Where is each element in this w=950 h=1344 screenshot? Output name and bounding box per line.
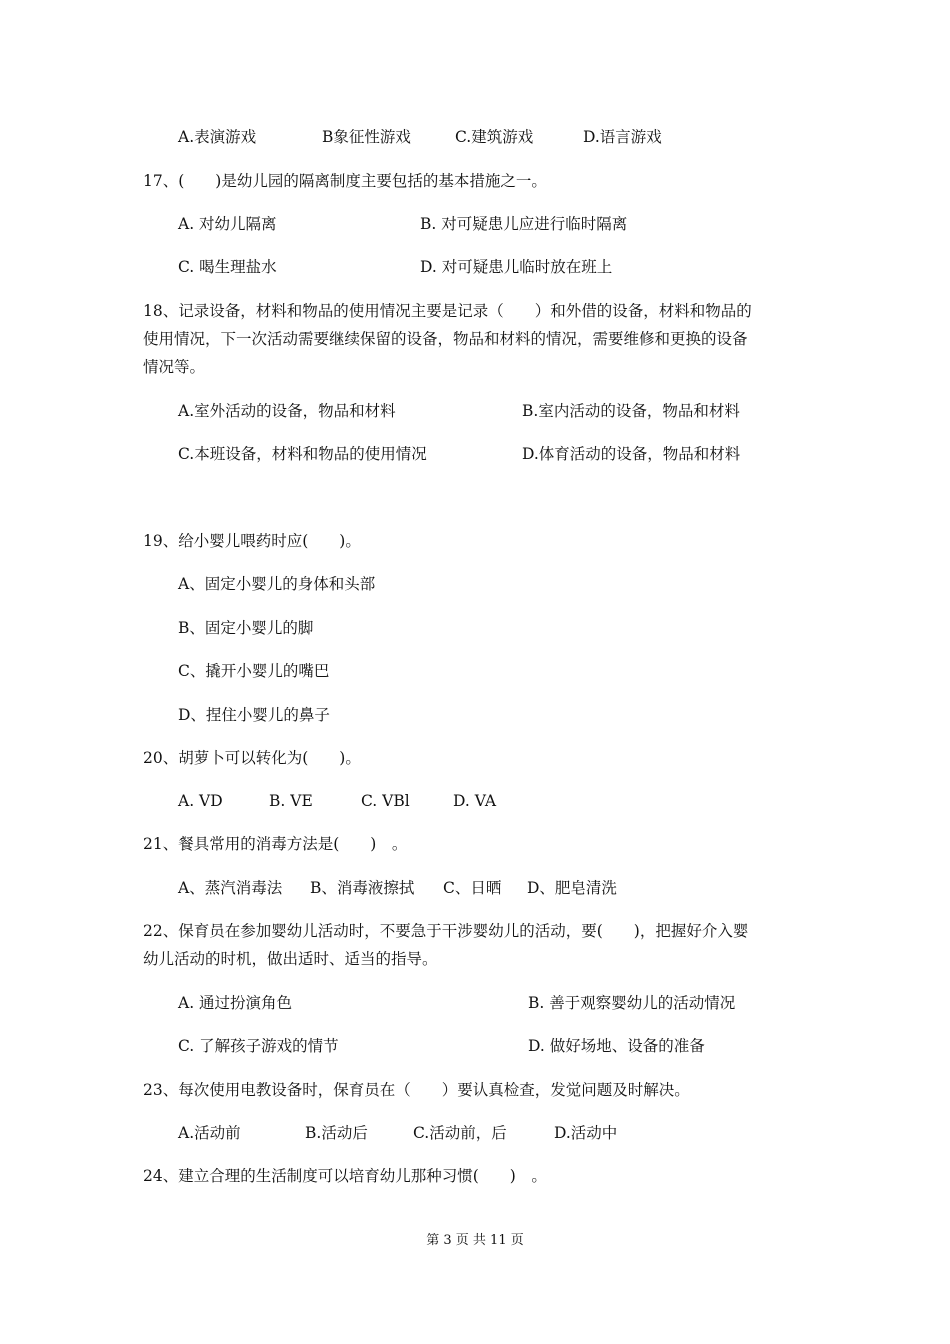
q16-option-d: D.语言游戏 — [583, 128, 662, 146]
q19-option-b: B、固定小婴儿的脚 — [178, 619, 314, 637]
q18-option-c: C.本班设备，材料和物品的使用情况 — [178, 445, 427, 463]
q16-option-a: A.表演游戏 — [178, 128, 257, 146]
q23-option-b: B.活动后 — [305, 1124, 368, 1142]
q20-option-a: A. VD — [178, 792, 223, 810]
q18-stem-line-3: 情况等。 — [143, 358, 206, 376]
q20-stem: 20、胡萝卜可以转化为( )。 — [143, 749, 361, 767]
q22-stem-line-1: 22、保育员在参加婴幼儿活动时，不要急于干涉婴幼儿的活动，要( )，把握好介入婴 — [143, 922, 749, 940]
q22-option-d: D. 做好场地、设备的准备 — [528, 1037, 705, 1055]
q19-option-d: D、捏住小婴儿的鼻子 — [178, 706, 330, 724]
q17-option-b: B. 对可疑患儿应进行临时隔离 — [420, 215, 628, 233]
q23-option-d: D.活动中 — [554, 1124, 618, 1142]
q21-option-b: B、消毒液擦拭 — [310, 879, 415, 897]
page-footer: 第 3 页 共 11 页 — [426, 1233, 524, 1248]
q23-option-c: C.活动前，后 — [413, 1124, 507, 1142]
q20-option-b: B. VE — [269, 792, 313, 810]
q19-stem: 19、给小婴儿喂药时应( )。 — [143, 532, 361, 550]
q23-stem: 23、每次使用电教设备时，保育员在（ ）要认真检查，发觉问题及时解决。 — [143, 1081, 690, 1099]
q18-stem-line-2: 使用情况，下一次活动需要继续保留的设备，物品和材料的情况，需要维修和更换的设备 — [143, 330, 748, 348]
q16-option-c: C.建筑游戏 — [455, 128, 534, 146]
q20-option-d: D. VA — [453, 792, 497, 810]
q21-option-d: D、肥皂清洗 — [527, 879, 617, 897]
q22-option-b: B. 善于观察婴幼儿的活动情况 — [528, 994, 736, 1012]
q22-stem-line-2: 幼儿活动的时机，做出适时、适当的指导。 — [143, 950, 438, 968]
q19-option-c: C、撬开小婴儿的嘴巴 — [178, 662, 330, 680]
q18-stem-line-1: 18、记录设备，材料和物品的使用情况主要是记录（ ）和外借的设备，材料和物品的 — [143, 302, 752, 320]
q17-option-d: D. 对可疑患儿临时放在班上 — [420, 258, 613, 276]
q22-option-c: C. 了解孩子游戏的情节 — [178, 1037, 339, 1055]
q23-option-a: A.活动前 — [178, 1124, 241, 1142]
q20-option-c: C. VBl — [361, 792, 410, 810]
q21-option-c: C、日晒 — [443, 879, 502, 897]
q24-stem: 24、建立合理的生活制度可以培育幼儿那种习惯( ) 。 — [143, 1167, 547, 1185]
q21-stem: 21、餐具常用的消毒方法是( ) 。 — [143, 835, 408, 853]
q18-option-a: A.室外活动的设备，物品和材料 — [178, 402, 396, 420]
q18-option-d: D.体育活动的设备，物品和材料 — [522, 445, 741, 463]
q17-option-c: C. 喝生理盐水 — [178, 258, 277, 276]
q21-option-a: A、蒸汽消毒法 — [178, 879, 283, 897]
q16-option-b: B象征性游戏 — [322, 128, 411, 146]
q17-stem: 17、( )是幼儿园的隔离制度主要包括的基本措施之一。 — [143, 172, 547, 190]
q17-option-a: A. 对幼儿隔离 — [178, 215, 277, 233]
q22-option-a: A. 通过扮演角色 — [178, 994, 293, 1012]
q19-option-a: A、固定小婴儿的身体和头部 — [178, 575, 376, 593]
q18-option-b: B.室内活动的设备，物品和材料 — [522, 402, 740, 420]
